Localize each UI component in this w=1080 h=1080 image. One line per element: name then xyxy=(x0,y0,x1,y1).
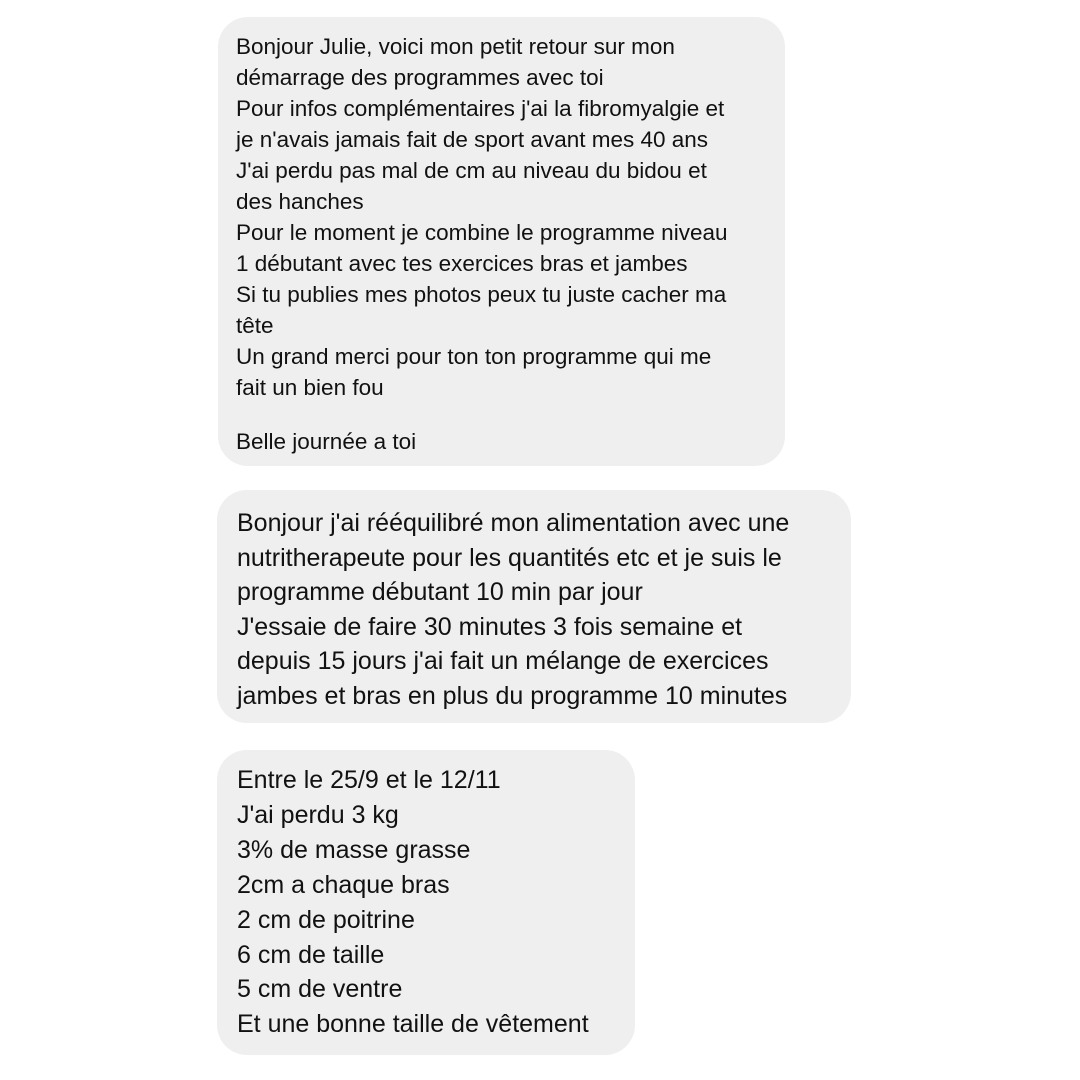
message-line: 3% de masse grasse xyxy=(237,835,471,864)
message-line: fait un bien fou xyxy=(236,375,384,400)
message-line: jambes et bras en plus du programme 10 minutes xyxy=(237,681,788,710)
message-line: je n'avais jamais fait de sport avant mes 40 ans xyxy=(236,127,709,152)
message-line: tête xyxy=(236,313,274,338)
message-line: 2cm a chaque bras xyxy=(237,870,450,899)
message-line: Pour infos complémentaires j'ai la fibromyalgie et xyxy=(236,96,725,121)
message-line: Un grand merci pour ton ton programme qui me xyxy=(236,344,712,369)
message-bubble-2[interactable] xyxy=(217,490,851,723)
message-line: démarrage des programmes avec toi xyxy=(236,65,604,90)
message-line: 6 cm de taille xyxy=(237,940,385,969)
message-blank-line xyxy=(236,403,785,426)
message-line: Si tu publies mes photos peux tu juste cacher ma xyxy=(236,282,727,307)
message-line: depuis 15 jours j'ai fait un mélange de exercices xyxy=(237,647,769,675)
message-line: 2 cm de poitrine xyxy=(237,905,415,934)
message-bubble-3[interactable] xyxy=(217,750,635,1055)
message-line: Pour le moment je combine le programme niveau xyxy=(236,220,728,245)
message-line: Bonjour Julie, voici mon petit retour sur mon xyxy=(236,34,675,59)
message-line: J'ai perdu pas mal de cm au niveau du bidou et xyxy=(236,158,707,183)
message-line: des hanches xyxy=(236,189,364,214)
message-line: 5 cm de ventre xyxy=(237,975,403,1004)
message-line: Et une bonne taille de vêtement xyxy=(237,1010,589,1039)
message-line: 1 débutant avec tes exercices bras et jambes xyxy=(236,251,688,276)
message-line: nutritherapeute pour les quantités etc et je suis le xyxy=(237,543,782,572)
message-bubble-1[interactable] xyxy=(218,17,785,466)
message-line: programme débutant 10 min par jour xyxy=(237,578,643,606)
message-line: J'ai perdu 3 kg xyxy=(237,800,399,829)
message-line: Belle journée a toi xyxy=(236,428,417,454)
message-line: Bonjour j'ai rééquilibré mon alimentation avec une xyxy=(237,509,790,537)
message-line: J'essaie de faire 30 minutes 3 fois semaine et xyxy=(237,612,743,641)
message-line: Entre le 25/9 et le 12/11 xyxy=(237,766,501,794)
